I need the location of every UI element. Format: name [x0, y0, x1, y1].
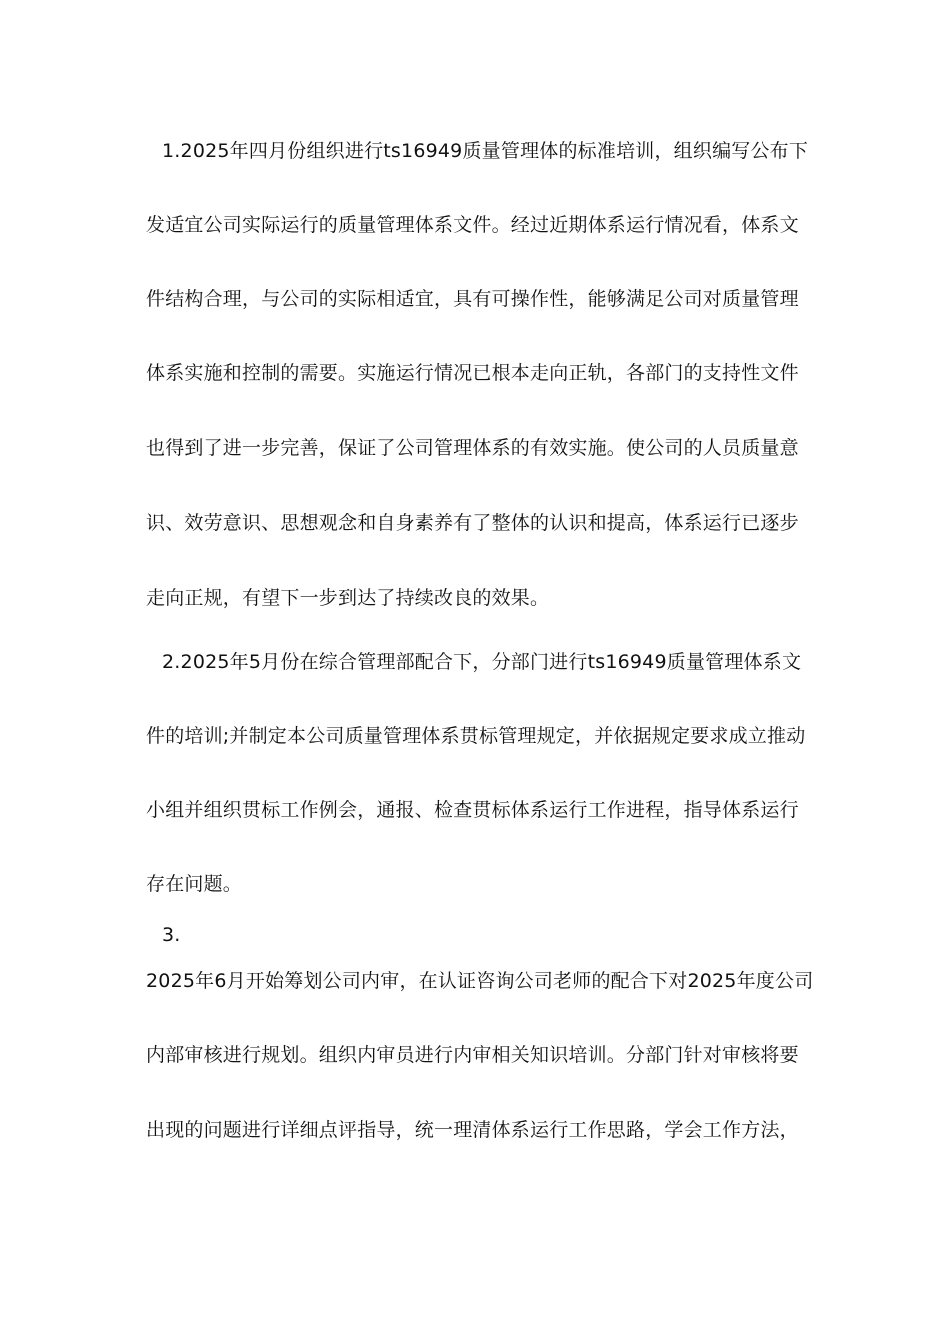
- text-line: 走向正规，有望下一步到达了持续改良的效果。: [146, 587, 550, 609]
- text-line: 1.2025年四月份组织进行ts16949质量管理体的标准培训，组织编写公布下: [162, 140, 809, 162]
- text-line: 存在问题。: [146, 873, 243, 895]
- text-line: 小组并组织贯标工作例会，通报、检查贯标体系运行工作进程，指导体系运行: [146, 799, 799, 821]
- text-line: 件结构合理，与公司的实际相适宜，具有可操作性，能够满足公司对质量管理: [146, 288, 799, 310]
- text-line: 体系实施和控制的需要。实施运行情况已根本走向正轨，各部门的支持性文件: [146, 362, 799, 384]
- text-line: 也得到了进一步完善，保证了公司管理体系的有效实施。使公司的人员质量意: [146, 437, 799, 459]
- text-line: 件的培训;并制定本公司质量管理体系贯标管理规定，并依据规定要求成立推动: [146, 725, 806, 747]
- text-line: 发适宜公司实际运行的质量管理体系文件。经过近期体系运行情况看，体系文: [146, 214, 799, 236]
- text-line: 出现的问题进行详细点评指导，统一理清体系运行工作思路，学会工作方法，: [146, 1119, 799, 1141]
- text-line: 2025年6月开始筹划公司内审，在认证咨询公司老师的配合下对2025年度公司: [146, 970, 814, 992]
- text-line: 内部审核进行规划。组织内审员进行内审相关知识培训。分部门针对审核将要: [146, 1044, 799, 1066]
- text-line: 2.2025年5月份在综合管理部配合下，分部门进行ts16949质量管理体系文: [162, 651, 802, 673]
- text-line: 3.: [162, 924, 181, 946]
- text-line: 识、效劳意识、思想观念和自身素养有了整体的认识和提高，体系运行已逐步: [146, 512, 799, 534]
